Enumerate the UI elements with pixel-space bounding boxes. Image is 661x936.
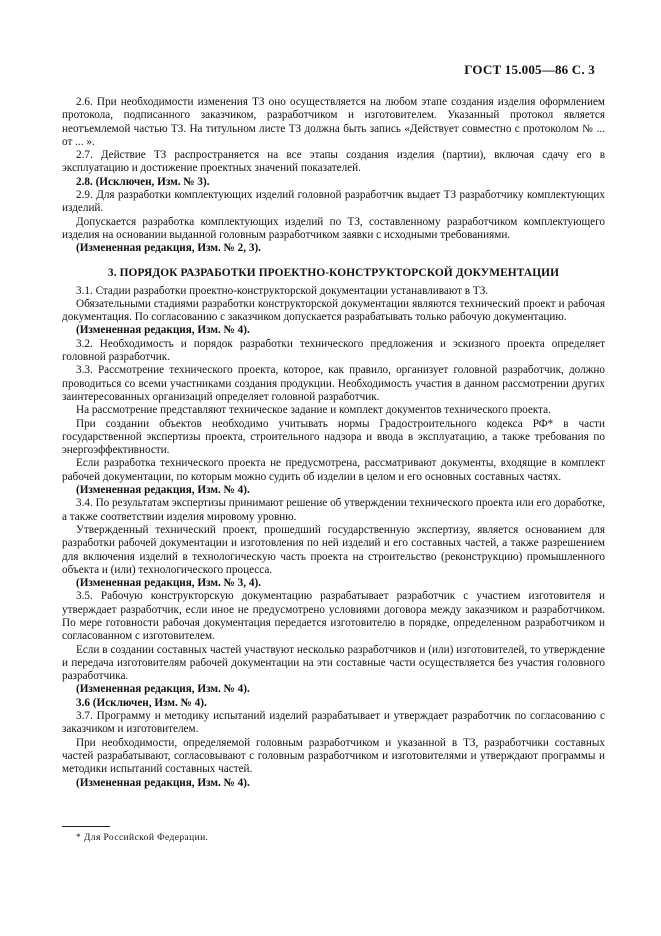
paragraph-3-7: 3.7. Программу и методику испытаний изделий разрабатывает и утверждает разработчик по согласованию с заказчиком и изготовителем. bbox=[62, 710, 605, 736]
paragraph-3-5: 3.5. Рабочую конструкторскую документацию разрабатывает разработчик с участием изготовителя и утверждает разработчик, если иное не предусмотрено условиями договора между заказчиком и разработчиком. По мере готовности рабочая документация передается изготовителю в порядке, определенном разработчиком и согласованном с изготовителем. bbox=[62, 590, 605, 643]
paragraph-3-1-stages: Обязательными стадиями разработки конструкторской документации являются технический проект и рабочая документация. По согласованию с заказчиком допускается разрабатывать только рабочую документацию. bbox=[62, 297, 605, 324]
page-header: ГОСТ 15.005—86 С. 3 bbox=[464, 62, 595, 77]
paragraph-3-4: 3.4. По результатам экспертизы принимают решение об утверждении технического проекта или его доработке, а также соответствии изделия мировому уровню. bbox=[62, 497, 605, 523]
paragraph-3-3-submission: На рассмотрение представляют техническое задание и комплект документов технического проекта. bbox=[76, 404, 551, 417]
paragraph-3-5-multiple: Если в создании составных частей участвуют несколько разработчиков и (или) изготовителей, то утверждение и передача изготовителям рабочей документации на эти составные части осуществляется без участия головного разработчика. bbox=[62, 643, 605, 683]
paragraph-3-3-objects: При создании объектов необходимо учитывать нормы Градостроительного кодекса РФ* в части государственной экспертизы проекта, строительного надзора и ввода в эксплуатацию, а также требования по энергоэффективности. bbox=[62, 417, 605, 457]
paragraph-2-7: 2.7. Действие ТЗ распространяется на все этапы создания изделия (партии), включая сдачу его в эксплуатацию и достижение проектных значений показателей. bbox=[62, 149, 605, 175]
section-3-heading: 3. ПОРЯДОК РАЗРАБОТКИ ПРОЕКТНО-КОНСТРУКТОРСКОЙ ДОКУМЕНТАЦИИ bbox=[107, 266, 560, 279]
amendment-note: (Измененная редакция, Изм. № 2, 3). bbox=[76, 242, 261, 255]
footnote: * Для Российской Федерации. bbox=[76, 833, 209, 843]
amendment-note: (Измененная редакция, Изм. № 4). bbox=[76, 683, 250, 696]
amendment-note: (Измененная редакция, Изм. № 3, 4). bbox=[76, 577, 261, 590]
amendment-note: (Измененная редакция, Изм. № 4). bbox=[76, 776, 250, 789]
paragraph-3-3: 3.3. Рассмотрение технического проекта, которое, как правило, организует головной разработчик, должно проводиться со всеми участниками создания продукции. Необходимость участия в данном рассмотрении других заинтересованных организаций определяет головной разработчик. bbox=[62, 364, 605, 403]
paragraph-2-8: 2.8. (Исключен, Изм. № 3). bbox=[76, 175, 210, 188]
paragraph-3-6: 3.6 (Исключен, Изм. № 4). bbox=[76, 696, 207, 709]
document-body bbox=[62, 96, 605, 790]
footnote-divider bbox=[62, 826, 110, 827]
paragraph-2-9-note: Допускается разработка комплектующих изделий по ТЗ, составленному разработчиком комплектующего изделия на основании выданной головным разработчиком заявки с исходными требованиями. bbox=[62, 215, 605, 241]
paragraph-3-7-components: При необходимости, определяемой головным разработчиком и указанной в ТЗ, разработчики составных частей разрабатывают, согласовывают с головным разработчиком и изготовителями и утверждают программы и методики испытаний составных частей. bbox=[62, 736, 605, 776]
paragraph-3-2: 3.2. Необходимость и порядок разработки технического предложения и эскизного проекта определяет головной разработчик. bbox=[62, 337, 605, 364]
paragraph-2-9: 2.9. Для разработки комплектующих изделий головной разработчик выдает ТЗ разработчику комплектующих изделий. bbox=[62, 189, 605, 215]
paragraph-3-4-approved: Утвержденный технический проект, прошедший государственную экспертизу, является основанием для разработки рабочей документации и изготовления по ней изделий и его составных частей, а также разрешением для включения изделий в технологическую часть проекта на строительство (реконструкцию) промышленного объекта и (или) технологического процесса. bbox=[62, 523, 605, 576]
paragraph-3-1: 3.1. Стадии разработки проектно-конструкторской документации устанавливают в ТЗ. bbox=[76, 284, 489, 297]
amendment-note: (Измененная редакция, Изм. № 4). bbox=[76, 324, 250, 337]
paragraph-3-3-no-project: Если разработка технического проекта не предусмотрена, рассматривают документы, входящие в комплект рабочей документации, по которым можно судить об изделии в целом и его основных составных частях. bbox=[62, 457, 605, 483]
paragraph-2-6: 2.6. При необходимости изменения ТЗ оно осуществляется на любом этапе создания изделия оформлением протокола, подписанного заказчиком, разработчиком и изготовителем. Указанный протокол является неотъемлемой частью ТЗ. На титульном листе ТЗ должна быть запись «Действует совместно с протоколом № ... от ... ». bbox=[62, 96, 605, 148]
amendment-note: (Измененная редакция, Изм. № 4). bbox=[76, 484, 250, 497]
